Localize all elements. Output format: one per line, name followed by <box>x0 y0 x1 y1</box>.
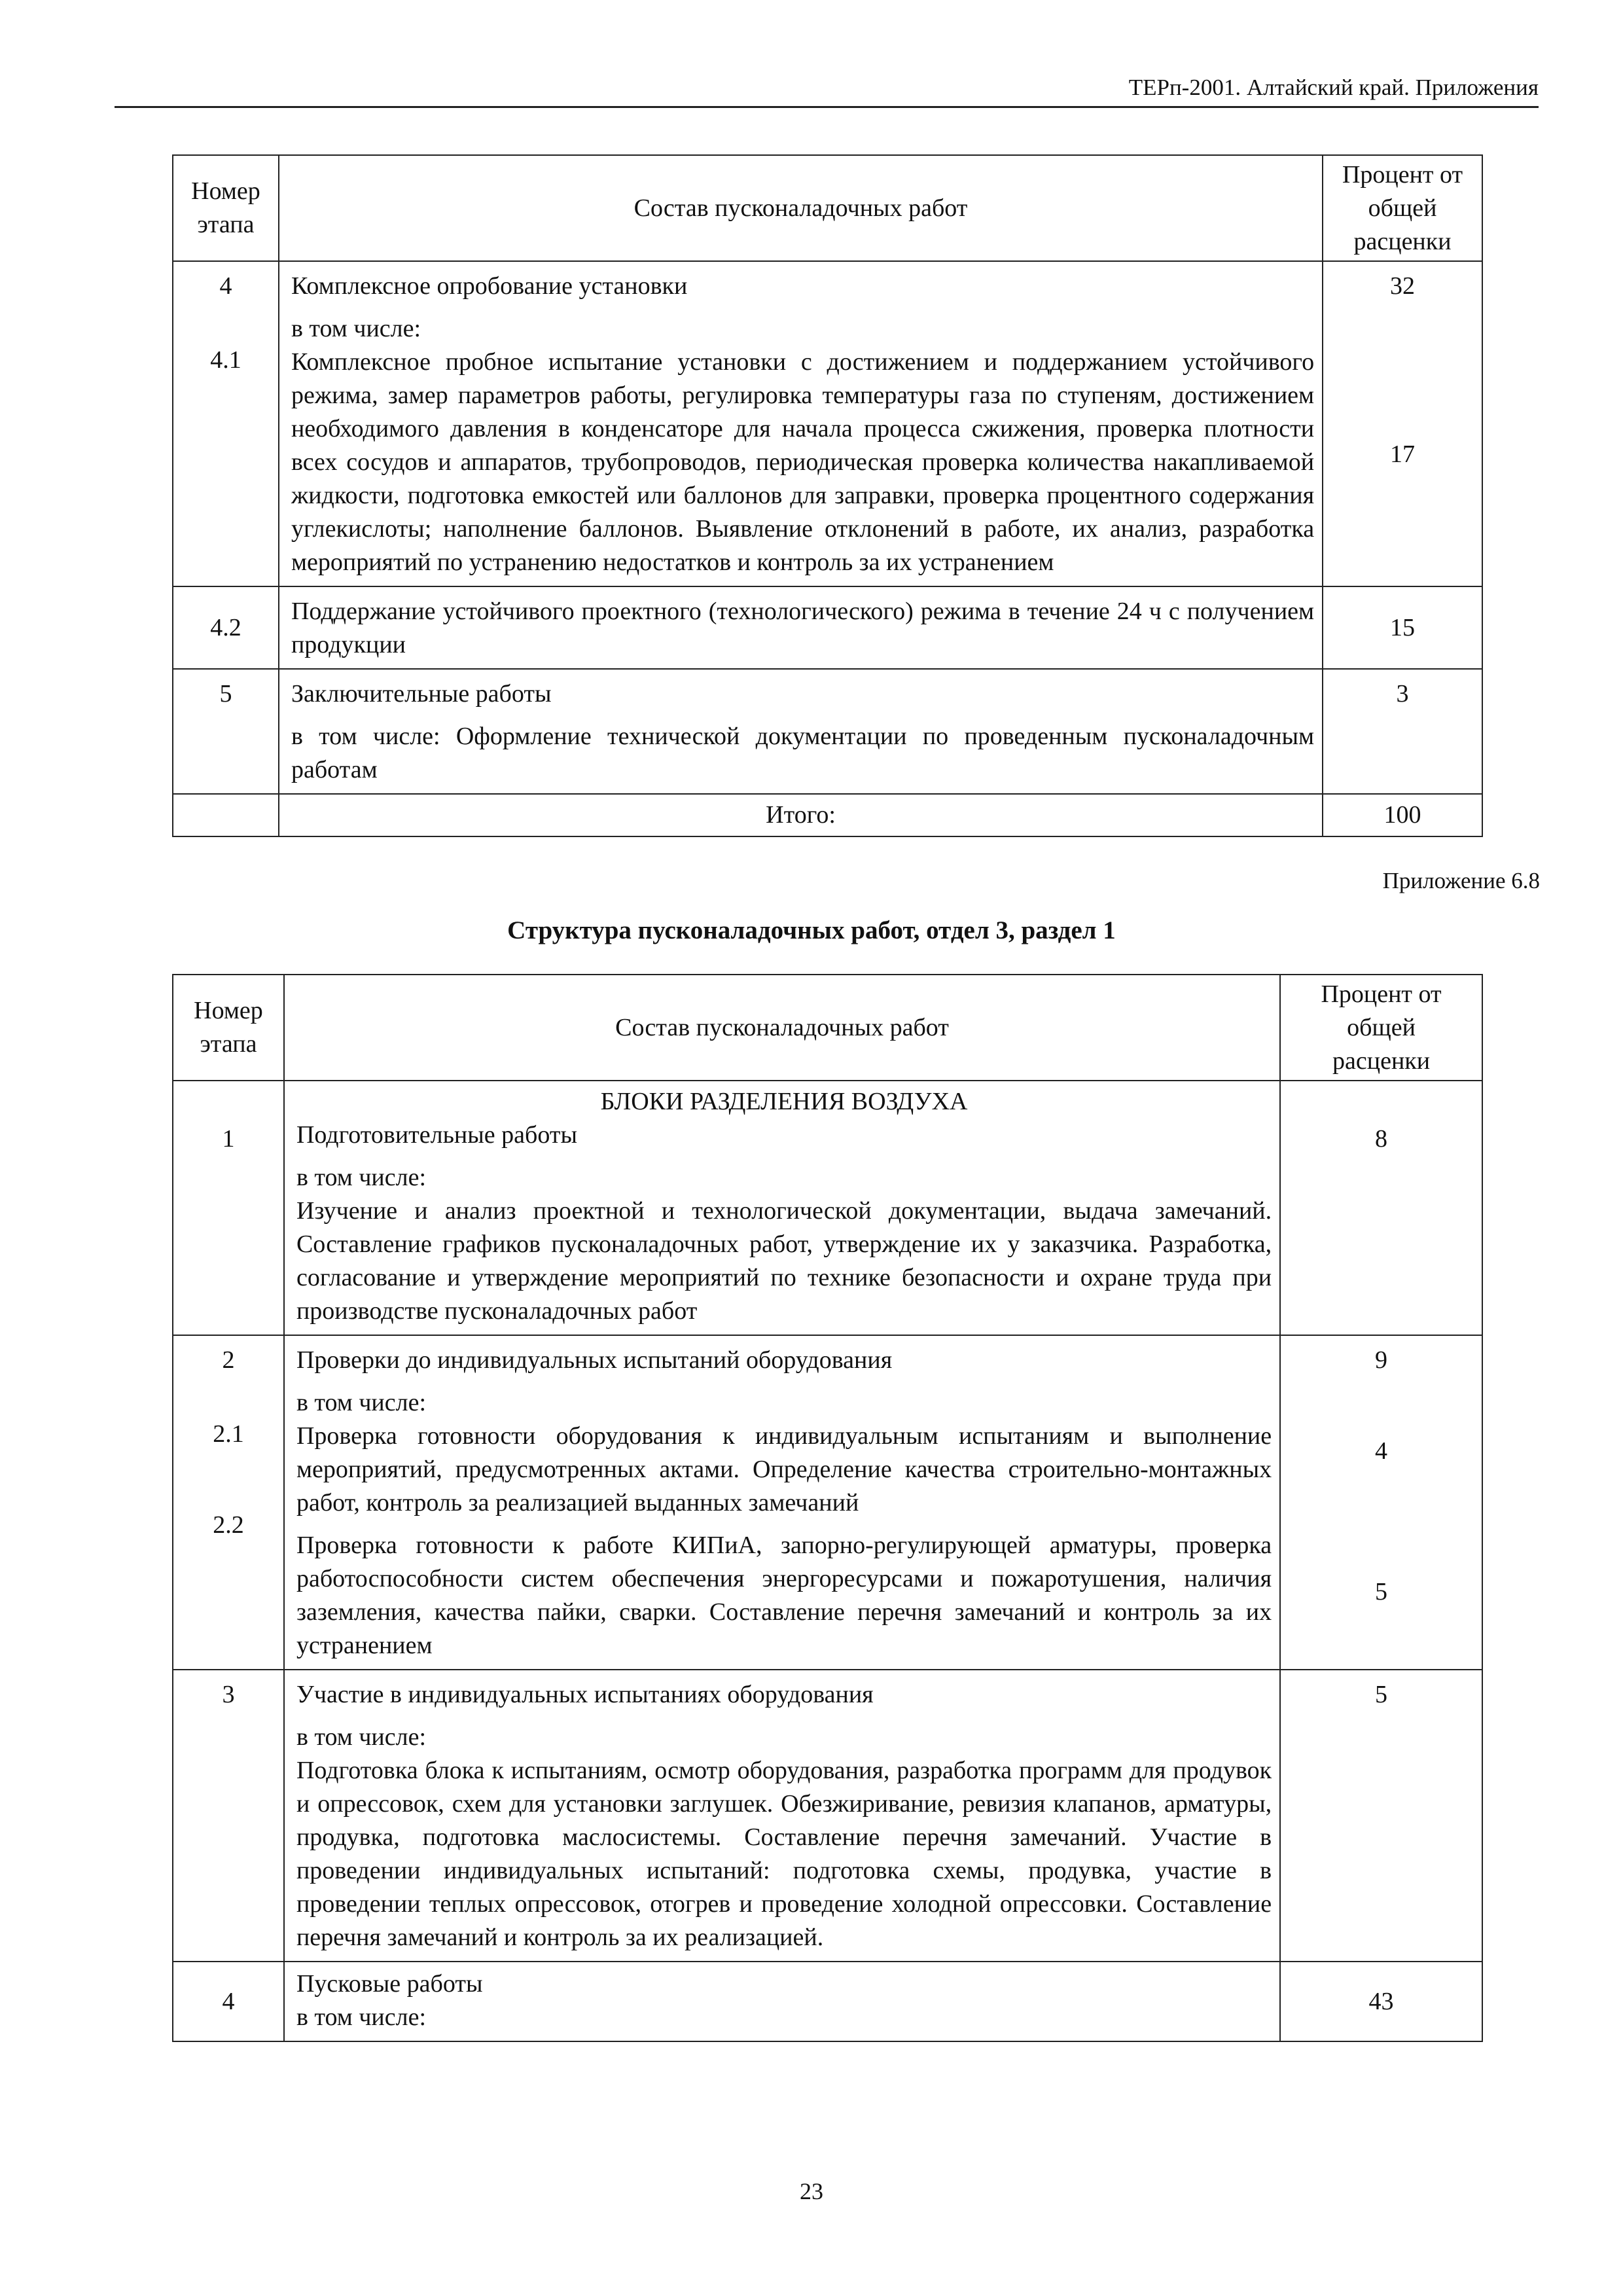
table-stages-continued <box>172 154 1483 837</box>
row-pct: 43 <box>1280 1962 1482 2041</box>
row-pct: 8 <box>1280 1081 1482 1335</box>
row-num: 3 <box>173 1670 284 1962</box>
row-incl: в том числе: <box>296 1164 427 1191</box>
table-caption: Структура пусконаладочных работ, отдел 3, раздел 1 <box>507 916 1116 944</box>
appendix-label: Приложение 6.8 <box>1382 868 1540 893</box>
row-pct: 5 <box>1375 1578 1388 1605</box>
row-desc: Заключительные работы <box>291 680 552 708</box>
table-row <box>173 586 1482 669</box>
row-desc: Проверка готовности к работе КИПиА, запорно-регулирующей арматуры, проверка работоспособности систем обеспечения энергоресурсами и пожаротушения, наличия заземления, качества пайки, сварки. Составление перечня замечаний и контроль за их устранением <box>296 1532 1272 1659</box>
row-pct: 3 <box>1323 669 1482 794</box>
row-desc: Проверки до индивидуальных испытаний оборудования <box>296 1346 893 1374</box>
row-sub: Подготовка блока к испытаниям, осмотр оборудования, разработка программ для продувок и опрессовок, схем для установки заглушек. Обезжиривание, ревизия клапанов, арматуры, продувка, подготовка маслосистемы. Составление перечня замечаний. Участие в проведении индивидуальных испытаний: подготовка схемы, продувка, участие в проведении теплых опрессовок, отогрев и проведение холодной опрессовки. Составление перечня замечаний и контроль за их реализацией. <box>296 1757 1272 1951</box>
row-desc: Поддержание устойчивого проектного (технологического) режима в течение 24 ч с получением продукции <box>279 586 1323 669</box>
row-sub: Изучение и анализ проектной и технологической документации, выдача замечаний. Составление графиков пусконаладочных работ, утверждение их у заказчика. Разработка, согласование и утверждение мероприятий по технике безопасности и охране труда при производстве пусконаладочных работ <box>296 1197 1272 1325</box>
header-desc: Состав пусконаладочных работ <box>279 155 1323 261</box>
row-pct: 32 <box>1390 272 1416 300</box>
row-incl: в том числе: <box>296 1723 427 1751</box>
row-desc: Участие в индивидуальных испытаниях оборудования <box>296 1681 874 1708</box>
table-row <box>173 669 1482 794</box>
table-row <box>173 1670 1482 1962</box>
row-incl: в том числе: <box>296 1389 427 1416</box>
row-num: 2.2 <box>213 1511 244 1539</box>
table-row <box>173 1081 1482 1335</box>
row-desc: Подготовительные работы <box>296 1121 577 1149</box>
row-pct: 15 <box>1323 586 1482 669</box>
header-num: Номер этапа <box>173 155 279 261</box>
row-incl: в том числе: <box>291 315 421 342</box>
page-number: 23 <box>800 2178 823 2204</box>
table-row <box>173 1962 1482 2041</box>
row-pct: 4 <box>1375 1437 1388 1465</box>
row-num: 4.2 <box>173 586 279 669</box>
row-desc: Комплексное опробование установки <box>291 272 688 300</box>
table-row <box>173 1335 1482 1670</box>
row-desc: Пусковые работы <box>296 1970 483 1998</box>
row-sub: в том числе: Оформление технической документации по проведенным пусконаладочным работам <box>291 723 1315 783</box>
row-num: 4 <box>219 272 232 300</box>
table-row <box>173 261 1482 586</box>
table-stages-air-separation <box>172 974 1483 2042</box>
row-pct: 9 <box>1375 1346 1388 1374</box>
row-pct: 17 <box>1390 440 1416 468</box>
table-header-row <box>173 975 1482 1081</box>
header-desc: Состав пусконаладочных работ <box>284 975 1280 1081</box>
section-title: БЛОКИ РАЗДЕЛЕНИЯ ВОЗДУХА <box>600 1088 968 1115</box>
table-total-row <box>173 794 1482 836</box>
row-pct: 5 <box>1280 1670 1482 1962</box>
row-num: 2.1 <box>213 1420 244 1448</box>
running-title: ТЕРп-2001. Алтайский край. Приложения <box>1128 75 1539 100</box>
row-desc: Комплексное пробное испытание установки с достижением и поддержанием устойчивого режима, замер параметров работы, регулировка температуры газа по ступеням, достижением необходимого давления в конденсаторе для начала процесса сжижения, проверка плотности всех сосудов и аппаратов, трубопроводов, периодическая проверка количества накапливаемой жидкости, подготовка емкостей или баллонов для заправки, проверка процентного содержания углекислоты; наполнение баллонов. Выявление отклонений в работе, их анализ, разработка мероприятий по устранению недостатков и контроль за их устранением <box>291 348 1315 576</box>
row-incl: в том числе: <box>296 2003 427 2031</box>
row-num: 5 <box>173 669 279 794</box>
header-pct: Процент от общей расценки <box>1280 975 1482 1081</box>
total-pct: 100 <box>1323 794 1482 836</box>
total-label: Итого: <box>279 794 1323 836</box>
row-num: 4.1 <box>210 346 241 374</box>
table-header-row <box>173 155 1482 261</box>
row-num: 4 <box>173 1962 284 2041</box>
header-pct: Процент от общей расценки <box>1323 155 1482 261</box>
header-num: Номер этапа <box>173 975 284 1081</box>
row-num: 2 <box>222 1346 235 1374</box>
row-desc: Проверка готовности оборудования к индивидуальным испытаниям и выполнение мероприятий, предусмотренных актами. Определение качества строительно-монтажных работ, контроль за реализацией выданных замечаний <box>296 1422 1272 1516</box>
row-num: 1 <box>173 1081 284 1335</box>
running-header <box>115 75 1539 108</box>
